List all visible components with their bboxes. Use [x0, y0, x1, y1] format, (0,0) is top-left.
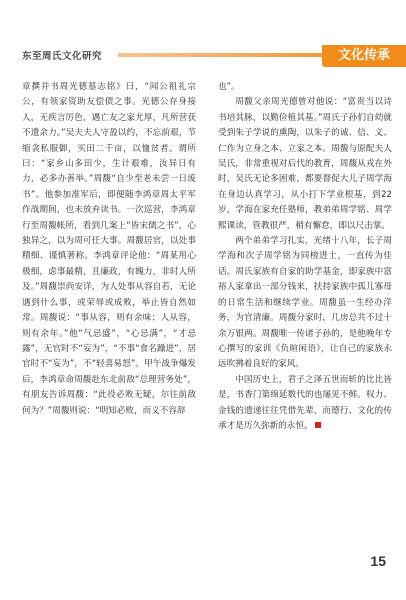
right-paragraph-1: 也”。: [218, 82, 240, 92]
left-column: [22, 80, 196, 419]
right-column: [218, 80, 392, 434]
left-paragraph-1: 章撰并书周光德墓志铭》曰，“闻公祖礼宗公，有领家资助友偿债之事。光德公存身接人，无疾言厉色，遇亡友之家尤厚，凡所营获不遗余力。”吴夫夫人守盈以约，不忘前艰，节缩衾私服御，买田二千亩，以恤贫者。谓所曰：“家乡山多田少，生计艰难，汝异日有力，必多办善举。”周馥“自少至老未尝一日废书”。他参加准军后，即便随李鸿章周太平军作战期间，也未放弃读书。一次巡营，李鸿章行至周馥帐所，看到几案上“皆宋儒之书”，心独异之，以为周可任大事。周馥居官，以处事精细、谨慎著称。李鸿章评论他：“周某用心极细，虑事最精，且廉政，有魄力，非时人所及。”周馥崇尚安详，为人处事从容自若，无论遇到什么事，或荣辱或成败，举止皆自然如常。周馥说：“事从容，则有余味；人从容，则有余年。”他“气忌盛”，“心忌满”，“才忌露”，无官时不“妄为”，“不事“食名躁进”，居官时不“妄为”，不“轻喜易怒”。甲午战争爆发后，李鸿章命周馥赴东北前敌“总理营务处”，有朋友告诉周馥：“此役必败无疑，尔往前敌何为？”周馥则说：“明知必败，而义不容辞: [22, 82, 196, 416]
section-tab: [322, 45, 406, 67]
section-title: 文化传承: [337, 48, 390, 63]
right-paragraph-2: 周馥父亲周光德曾对他说：“富贵当以诗书培其脉，以勤俭植其基。”周氏子孙们自幼就受到朱子学说的熏陶，以朱子的诚、信、义、仁作为立身之本、立家之本。周馥与原配夫人吴氏，非常重视对后代的教育，周馥从戎在外时，吴氏无论多困难，都要督促大儿子周学海在身边认真学习，从小打下学业根基，到22岁，学海在家充任塾师，教弟弟周学铭、周学熙课读，管教很严，稍有懈怠，即以尺击掌。: [218, 97, 392, 231]
journal-title: 东至周氏文化研究: [22, 51, 103, 62]
page-header: [0, 0, 406, 70]
right-paragraph-4: [218, 373, 392, 435]
end-mark-icon: [315, 422, 321, 428]
right-paragraph-4-text: 中国历史上，君子之泽五世而斩的比比皆是，书香门第绵延数代的也屡见不鲜。权力、金钱的遗递往往凭借先辈，而德行、文化的传承才是历久弥新的永恒。: [218, 374, 392, 431]
page-number: 15: [370, 553, 386, 569]
header-rule: [118, 53, 322, 57]
right-paragraph-3: 两个弟弟学习扎实，光绪十八年，长子周学海和次子周学铭为同榜进士，一直传为佳话。周氏家族有自家的助学基金，即家族中富裕人家拿出一部分钱来，扶持家族中孤儿寡母的日常生活和继续学业。周馥虽一生经办洋务，为官清廉。周馥分家时，几房总共不过十余万银两。周馥唯一传诸子孙的，是他晚年专心撰写的家训《负暄闲语》，让自己的家族永远吹拂着良好的家风。: [218, 236, 392, 370]
